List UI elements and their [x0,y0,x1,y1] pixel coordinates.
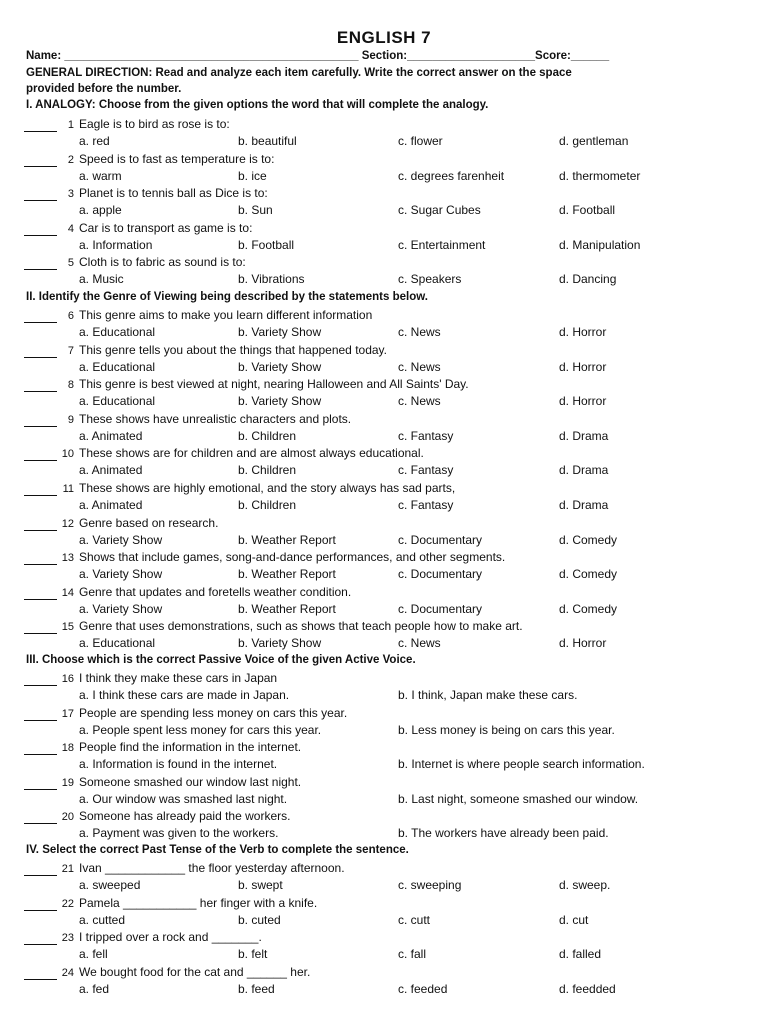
question-number: 21 [61,863,74,875]
answer-option: c. Fantasy [398,463,454,477]
question-text: Pamela ___________ her finger with a knife. [79,896,318,910]
answer-option: b. Less money is being on cars this year. [398,723,615,737]
answer-blank[interactable] [24,789,57,790]
answer-option: b. Weather Report [238,602,336,616]
question-text: People are spending less money on cars this year. [79,706,348,720]
general-direction-cont: provided before the number. [26,83,182,95]
name-section-score-line: Name: ______________________________________________ Section:____________________Score:______ [26,50,610,62]
answer-option: b. Vibrations [238,272,305,286]
answer-option: a. Animated [79,463,143,477]
question-number: 7 [67,345,74,357]
question-number: 6 [67,310,74,322]
answer-blank[interactable] [24,391,57,392]
answer-option: c. News [398,360,441,374]
answer-blank[interactable] [24,944,57,945]
answer-option: d. Manipulation [559,238,641,252]
question-number: 9 [67,414,74,426]
question-number: 8 [67,379,74,391]
answer-option: a. Information is found in the internet. [79,757,278,771]
answer-option: c. Entertainment [398,238,486,252]
answer-option: a. Variety Show [79,533,163,547]
answer-option: c. Fantasy [398,429,454,443]
answer-option: c. News [398,325,441,339]
answer-option: a. Payment was given to the workers. [79,826,279,840]
answer-option: d. thermometer [559,169,641,183]
question-text: Someone has already paid the workers. [79,809,291,823]
section-heading: III. Choose which is the correct Passive Voice of the given Active Voice. [26,654,416,666]
answer-option: c. News [398,636,441,650]
question-text: This genre aims to make you learn different information [79,308,373,322]
answer-option: c. Speakers [398,272,462,286]
answer-option: c. degrees farenheit [398,169,505,183]
answer-option: a. apple [79,203,122,217]
answer-blank[interactable] [24,979,57,980]
question-number: 15 [61,621,74,633]
answer-option: c. flower [398,134,443,148]
answer-blank[interactable] [24,357,57,358]
answer-option: b. Weather Report [238,533,336,547]
question-text: Shows that include games, song-and-dance performances, and other segments. [79,550,506,564]
question-number: 13 [61,552,74,564]
answer-option: b. Children [238,498,297,512]
answer-option: d. feedded [559,982,616,996]
question-text: Cloth is to fabric as sound is to: [79,255,246,269]
question-text: Speed is to fast as temperature is to: [79,152,275,166]
answer-option: a. Animated [79,429,143,443]
question-text: These shows are for children and are almost always educational. [79,446,424,460]
answer-option: b. I think, Japan make these cars. [398,688,578,702]
answer-option: a. sweeped [79,878,141,892]
question-text: We bought food for the cat and ______ her. [79,965,311,979]
answer-option: c. cutt [398,913,431,927]
question-text: I tripped over a rock and _______. [79,930,262,944]
answer-option: c. Documentary [398,533,483,547]
answer-blank[interactable] [24,633,57,634]
answer-option: a. Variety Show [79,602,163,616]
answer-option: d. cut [559,913,589,927]
question-number: 10 [61,448,74,460]
answer-blank[interactable] [24,720,57,721]
answer-blank[interactable] [24,875,57,876]
answer-option: b. Weather Report [238,567,336,581]
answer-option: a. Educational [79,325,156,339]
question-text: These shows are highly emotional, and the story always has sad parts, [79,481,456,495]
question-number: 12 [61,518,74,530]
answer-option: b. Children [238,429,297,443]
answer-option: b. Variety Show [238,360,322,374]
question-number: 23 [61,932,74,944]
answer-option: d. Drama [559,463,609,477]
question-text: These shows have unrealistic characters and plots. [79,412,352,426]
answer-blank[interactable] [24,564,57,565]
answer-option: a. Educational [79,636,156,650]
answer-option: c. fall [398,947,427,961]
question-text: Eagle is to bird as rose is to: [79,117,230,131]
answer-option: c. Documentary [398,567,483,581]
answer-blank[interactable] [24,754,57,755]
answer-option: d. Drama [559,429,609,443]
answer-blank[interactable] [24,599,57,600]
answer-option: a. People spent less money for cars this year. [79,723,322,737]
answer-option: b. Variety Show [238,636,322,650]
answer-option: c. Sugar Cubes [398,203,481,217]
answer-option: d. Horror [559,325,607,339]
answer-option: a. red [79,134,110,148]
answer-option: a. Educational [79,394,156,408]
question-number: 1 [67,119,74,131]
question-text: Planet is to tennis ball as Dice is to: [79,186,268,200]
answer-option: a. Information [79,238,153,252]
question-number: 24 [61,967,74,979]
answer-option: b. Football [238,238,295,252]
answer-option: d. sweep. [559,878,611,892]
answer-blank[interactable] [24,495,57,496]
answer-option: a. fell [79,947,108,961]
answer-blank[interactable] [24,200,57,201]
answer-option: a. I think these cars are made in Japan. [79,688,290,702]
answer-option: a. Music [79,272,124,286]
question-number: 4 [67,223,74,235]
question-text: This genre is best viewed at night, nearing Halloween and All Saints' Day. [79,377,469,391]
question-number: 22 [61,898,74,910]
section-heading: II. Identify the Genre of Viewing being described by the statements below. [26,291,428,303]
answer-option: d. Horror [559,394,607,408]
answer-blank[interactable] [24,235,57,236]
answer-option: d. Football [559,203,616,217]
question-text: Genre that updates and foretells weather condition. [79,585,352,599]
question-number: 3 [67,188,74,200]
answer-option: b. swept [238,878,283,892]
question-number: 16 [61,673,74,685]
question-text: I think they make these cars in Japan [79,671,278,685]
answer-option: c. Documentary [398,602,483,616]
answer-option: d. Comedy [559,567,618,581]
answer-option: b. felt [238,947,268,961]
answer-option: d. gentleman [559,134,629,148]
answer-blank[interactable] [24,910,57,911]
question-number: 5 [67,257,74,269]
section-heading: I. ANALOGY: Choose from the given options the word that will complete the analogy. [26,99,489,111]
answer-option: d. Drama [559,498,609,512]
answer-option: b. Sun [238,203,273,217]
question-number: 14 [61,587,74,599]
answer-option: a. Our window was smashed last night. [79,792,288,806]
question-text: Genre that uses demonstrations, such as shows that teach people how to make art. [79,619,523,633]
general-direction: GENERAL DIRECTION: Read and analyze each item carefully. Write the correct answer on the space [26,67,572,79]
answer-blank[interactable] [24,166,57,167]
answer-option: c. News [398,394,441,408]
answer-blank[interactable] [24,823,57,824]
answer-option: a. fed [79,982,110,996]
answer-option: a. Variety Show [79,567,163,581]
answer-option: b. beautiful [238,134,297,148]
answer-option: c. sweeping [398,878,462,892]
answer-blank[interactable] [24,530,57,531]
answer-option: d. Horror [559,636,607,650]
question-number: 11 [62,483,74,495]
answer-option: d. Comedy [559,533,618,547]
answer-option: b. Variety Show [238,325,322,339]
answer-option: a. Educational [79,360,156,374]
answer-blank[interactable] [24,426,57,427]
answer-option: a. cutted [79,913,126,927]
answer-option: b. The workers have already been paid. [398,826,609,840]
answer-option: c. Fantasy [398,498,454,512]
answer-option: d. falled [559,947,602,961]
question-number: 17 [61,708,74,720]
answer-blank[interactable] [24,685,57,686]
answer-option: a. warm [79,169,122,183]
answer-option: b. cuted [238,913,281,927]
answer-option: b. Variety Show [238,394,322,408]
section-heading: IV. Select the correct Past Tense of the Verb to complete the sentence. [26,844,409,856]
answer-option: a. Animated [79,498,143,512]
answer-blank[interactable] [24,269,57,270]
question-text: Car is to transport as game is to: [79,221,253,235]
answer-blank[interactable] [24,460,57,461]
page-title: ENGLISH 7 [336,28,432,47]
question-number: 2 [67,154,74,166]
answer-option: d. Comedy [559,602,618,616]
answer-option: b. Children [238,463,297,477]
question-number: 20 [61,811,74,823]
answer-blank[interactable] [24,322,57,323]
answer-option: b. feed [238,982,275,996]
question-text: This genre tells you about the things that happened today. [79,343,387,357]
answer-option: b. ice [238,169,267,183]
answer-option: c. feeded [398,982,448,996]
question-text: Genre based on research. [79,516,219,530]
question-text: Someone smashed our window last night. [79,775,302,789]
answer-option: b. Last night, someone smashed our window. [398,792,639,806]
question-text: People find the information in the internet. [79,740,302,754]
question-text: Ivan ____________ the floor yesterday afternoon. [79,861,345,875]
answer-blank[interactable] [24,131,57,132]
question-number: 19 [61,777,74,789]
answer-option: d. Dancing [559,272,617,286]
answer-option: b. Internet is where people search information. [398,757,645,771]
question-number: 18 [61,742,74,754]
answer-option: d. Horror [559,360,607,374]
